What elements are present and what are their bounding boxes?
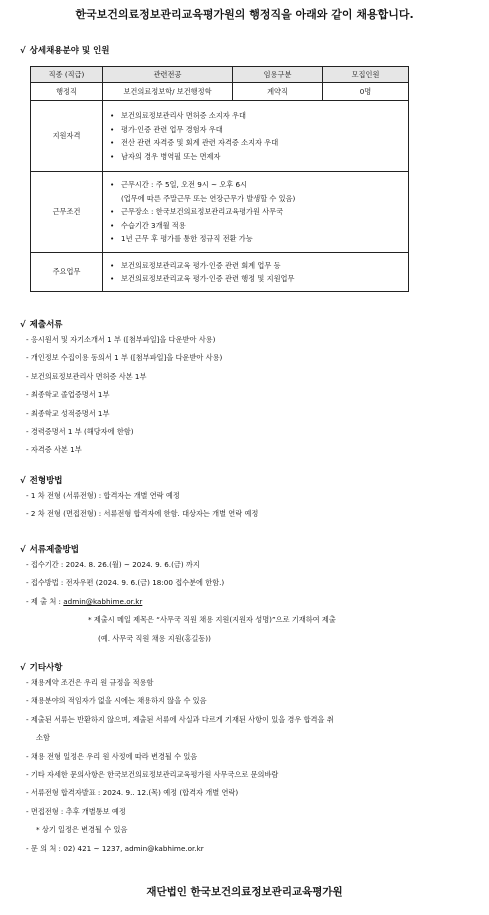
section-heading-other: √ 기타사항 xyxy=(20,663,63,673)
table-row-duties xyxy=(31,253,409,292)
duties-label: 주요업무 xyxy=(31,253,103,292)
page-title: 한국보건의료정보관리교육평가원의 행정직을 아래와 같이 채용합니다. xyxy=(75,8,414,21)
list-item: - 개인정보 수집이용 동의서 1 부 ([첨부파일]을 다운받아 사용) xyxy=(26,353,223,363)
list-item: - 제출된 서류는 반환하지 않으며, 제출된 서류에 사실과 다르게 기재된 사항이 있을 경우 합격을 취 xyxy=(26,714,334,724)
list-item: - 경력증명서 1 부 (해당자에 한함) xyxy=(26,427,134,437)
list-item: - 채용계약 조건은 우리 원 규정을 적용함 xyxy=(26,678,154,687)
list-item: • 남자의 경우 병역필 또는 면제자 xyxy=(121,150,404,164)
list-item: - 서류전형 합격자발표 : 2024. 9.. 12.(목) 예정 (합격자 개별 연락) xyxy=(26,788,239,798)
table-header-cell: 임용구분 xyxy=(233,67,323,83)
list-item: - 면접전형 : 추후 개별통보 예정 xyxy=(26,806,126,816)
submission-list xyxy=(26,556,336,648)
qualification-label: 지원자격 xyxy=(31,101,103,172)
section-heading-documents: √ 제출서류 xyxy=(20,320,63,330)
footer-organization: 재단법인 한국보건의료정보관리교육평가원 xyxy=(146,886,343,898)
conditions-label: 근무조건 xyxy=(31,172,103,253)
positions-table xyxy=(30,66,409,292)
duties-cell xyxy=(103,253,409,292)
table-header-cell: 관련전공 xyxy=(103,67,233,83)
list-item: - 최종학교 졸업증명서 1부 xyxy=(26,390,110,400)
submission-note: * 제출시 메일 제목은 “사무국 직원 채용 지원(지원자 성명)”으로 기재하여 제출 xyxy=(88,615,336,625)
table-cell: 보건의료정보학/ 보건행정학 xyxy=(103,83,233,101)
conditions-cell xyxy=(103,172,409,253)
list-item: • 1년 근무 후 평가를 통한 정규직 전환 가능 xyxy=(121,232,404,246)
qualification-cell xyxy=(103,101,409,172)
submission-note-example: (예. 사무국 직원 채용 지원(홍길동)) xyxy=(98,633,211,643)
other-list xyxy=(26,674,334,858)
list-item: - 보건의료정보관리사 면허증 사본 1부 xyxy=(26,371,147,381)
table-row xyxy=(31,83,409,101)
section-heading-process: √ 전형방법 xyxy=(20,476,63,486)
list-item: • 보건의료정보관리교육 평가·인증 관련 행정 및 지원업무 xyxy=(121,272,404,286)
list-item: * 상기 일정은 변경될 수 있음 xyxy=(36,825,128,835)
table-header-cell: 직종 (직급) xyxy=(31,67,103,83)
list-item: 소함 xyxy=(36,733,50,743)
list-item: (업무에 따른 주말근무 또는 연장근무가 발생할 수 있음) xyxy=(121,193,296,203)
list-item: • 평가·인증 관련 업무 경험자 우대 xyxy=(121,123,404,137)
list-item: - 문 의 처 : 02) 421 ~ 1237, admin@kabhime.or.kr xyxy=(26,843,204,853)
list-item: • 수습기간 3개월 적용 xyxy=(121,219,404,233)
list-item: - 응시원서 및 자기소개서 1 부 ([첨부파일]을 다운받아 사용) xyxy=(26,335,216,344)
list-item: - 기타 자세한 문의사항은 한국보건의료정보관리교육평가원 사무국으로 문의바람 xyxy=(26,770,279,780)
table-row-conditions xyxy=(31,172,409,253)
table-row-qualification xyxy=(31,101,409,172)
process-list xyxy=(26,487,258,524)
table-cell: 계약직 xyxy=(233,83,323,101)
list-item: - 채용 전형 일정은 우리 원 사정에 따라 변경될 수 있음 xyxy=(26,751,198,761)
section-heading-submission: √ 서류제출방법 xyxy=(20,545,79,555)
check-icon: √ xyxy=(20,663,26,673)
table-header-cell: 모집인원 xyxy=(323,67,409,83)
list-item: • 근무시간 : 주 5일, 오전 9시 ~ 오후 6시 xyxy=(121,178,404,192)
list-item: • 보건의료정보관리교육 평가·인증 관련 회계 업무 등 xyxy=(121,259,404,273)
list-item: - 2 차 전형 (면접전형) : 서류전형 합격자에 한함. 대상자는 개별 연락 예정 xyxy=(26,509,259,519)
email-link[interactable]: admin@kabhime.or.kr xyxy=(63,596,143,606)
table-cell: 0명 xyxy=(323,83,409,101)
list-item: - 1 차 전형 (서류전형) : 합격자는 개별 연락 예정 xyxy=(26,491,180,500)
check-icon: √ xyxy=(20,476,26,486)
table-cell: 행정직 xyxy=(31,83,103,101)
table-header-row xyxy=(31,67,409,83)
submission-destination: - 제 출 처 : admin@kabhime.or.kr xyxy=(26,596,143,606)
list-item: • 전산 관련 자격증 및 회계 관련 자격증 소지자 우대 xyxy=(121,136,404,150)
list-item: • 근무장소 : 한국보건의료정보관리교육평가원 사무국 xyxy=(121,205,404,219)
list-item: • 보건의료정보관리사 면허증 소지자 우대 xyxy=(121,109,404,123)
list-item: - 자격증 사본 1부 xyxy=(26,445,82,455)
submission-period: - 접수기간 : 2024. 8. 26.(월) ~ 2024. 9. 6.(금) 까지 xyxy=(26,560,200,569)
section-heading-positions: √ 상세채용분야 및 인원 xyxy=(20,46,110,56)
check-icon: √ xyxy=(20,320,26,330)
submission-method: - 접수방법 : 전자우편 (2024. 9. 6.(금) 18:00 접수분에 한함.) xyxy=(26,578,225,588)
list-item: - 최종학교 성적증명서 1부 xyxy=(26,408,110,418)
list-item: - 채용분야의 적임자가 없을 시에는 채용하지 않을 수 있음 xyxy=(26,696,207,706)
documents-list xyxy=(26,331,222,460)
check-icon: √ xyxy=(20,545,26,555)
check-icon: √ xyxy=(20,46,26,56)
